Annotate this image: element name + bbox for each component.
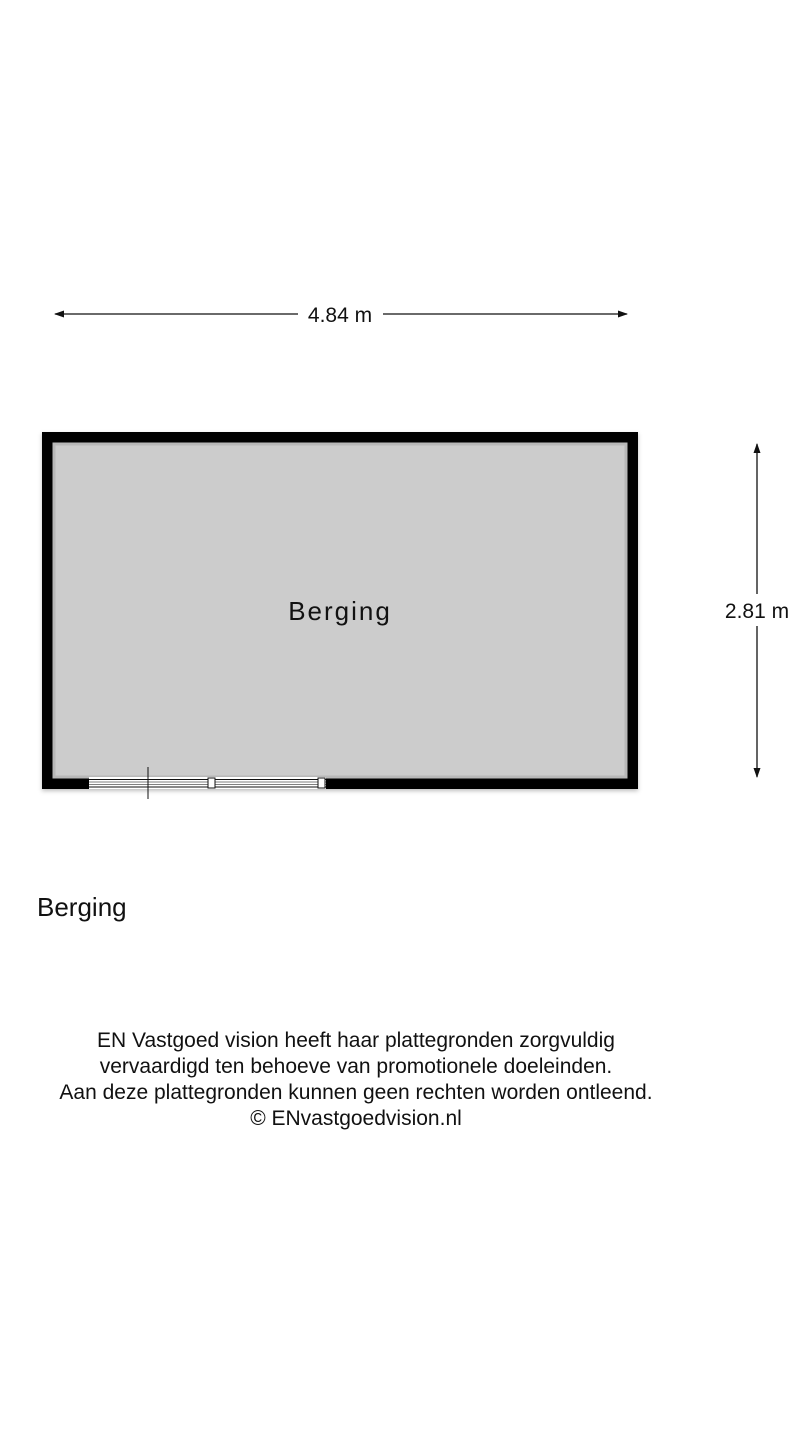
room-label: Berging (288, 596, 392, 626)
door-post-right (318, 778, 325, 788)
door-post-middle (208, 778, 215, 788)
disclaimer-line-3: Aan deze plattegronden kunnen geen rechten worden ontleend. (59, 1081, 653, 1104)
width-dimension-label: 4.84 m (307, 304, 373, 327)
room-berging (42, 432, 638, 789)
depth-dimension (725, 444, 789, 777)
disclaimer-line-1: EN Vastgoed vision heeft haar plattegronden zorgvuldig (97, 1029, 615, 1052)
floor-title: Berging (37, 892, 127, 922)
depth-dimension-label: 2.81 m (724, 600, 790, 623)
disclaimer-line-4: © ENvastgoedvision.nl (250, 1107, 462, 1130)
disclaimer-line-2: vervaardigd ten behoeve van promotionele doeleinden. (99, 1055, 613, 1078)
width-dimension (55, 304, 627, 327)
disclaimer (0, 1028, 712, 1132)
